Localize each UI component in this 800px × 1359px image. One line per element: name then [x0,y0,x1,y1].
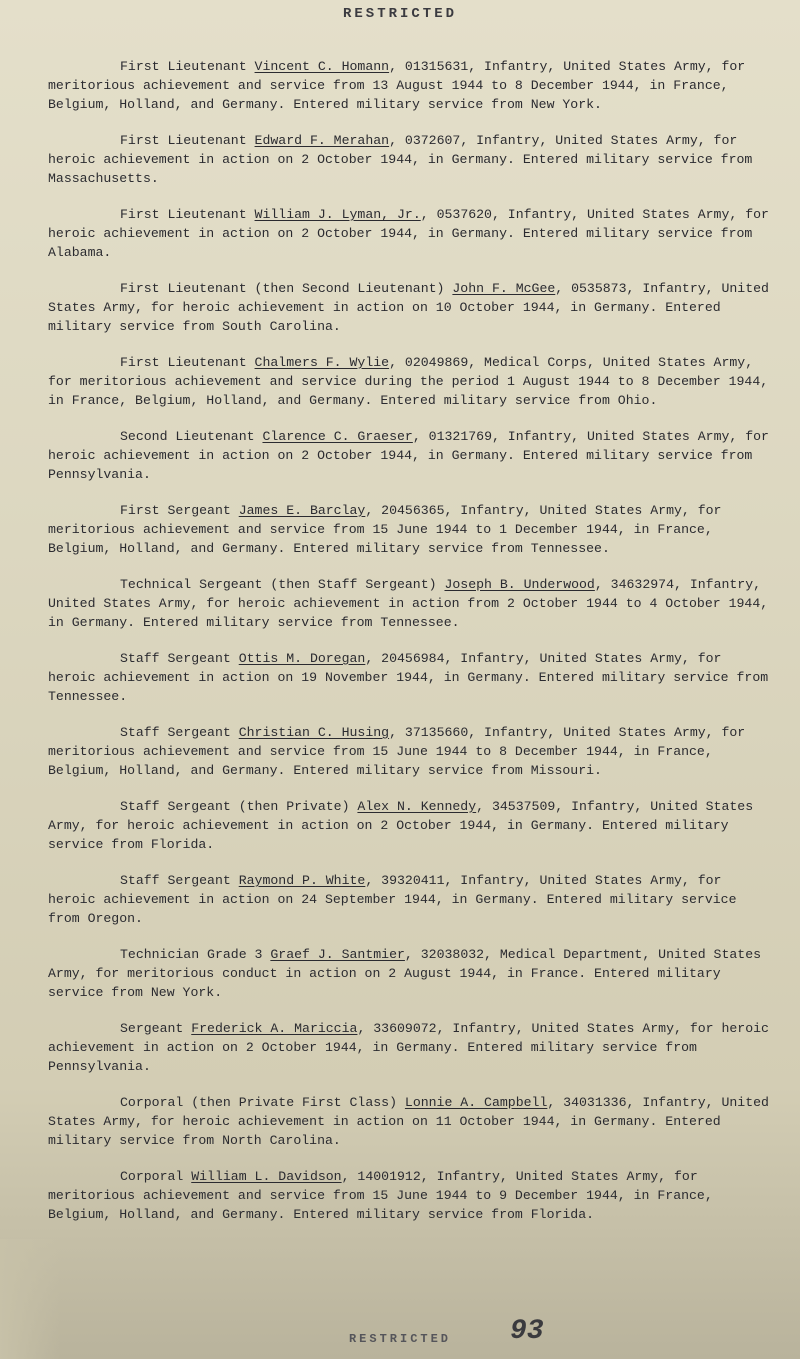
entry-rank: First Lieutenant (then Second Lieutenant) [120,281,445,297]
entry-name: Ottis M. Doregan [238,651,366,667]
entry-name: Christian C. Husing [238,725,390,741]
citation-entry [48,649,770,706]
citation-entry [48,1019,770,1076]
security-marking-bottom: RESTRICTED [348,1332,451,1346]
entry-rank: First Lieutenant [120,59,247,75]
entry-rank: Staff Sergeant [120,873,231,889]
entry-text: , 20456365, Infantry, United States Army, for meritorious achievement and service from 15 June 1944 to 1 December 1944, in France, Belgium, Holland, and Germany. Entered military service from Tennessee. [48,503,722,557]
citation-entry [48,427,770,484]
citation-entry [48,797,770,854]
entry-text: , 34031336, Infantry, United States Army, for heroic achievement in action on 11 October 1944, in Germany. Entered military service from North Carolina. [48,1095,769,1149]
entry-text: , 0372607, Infantry, United States Army, for heroic achievement in action on 2 October 1944, in Germany. Entered military service from Massachusetts. [48,133,753,187]
entry-rank: Staff Sergeant (then Private) [120,799,350,815]
entry-name: William J. Lyman, Jr. [254,207,421,223]
entry-name: Alex N. Kennedy [357,799,477,815]
entry-rank: First Lieutenant [120,207,247,223]
entry-name: Vincent C. Homann [254,59,390,75]
citation-entry [48,1167,770,1224]
entry-rank: First Sergeant [120,503,231,519]
entry-rank: Corporal [120,1169,184,1185]
page-edge-shadow [0,1239,60,1359]
entry-rank: Sergeant [120,1021,184,1037]
page-number: 93 [510,1316,544,1347]
entry-rank: Technical Sergeant (then Staff Sergeant) [120,577,437,593]
entry-name: Frederick A. Mariccia [191,1021,358,1037]
entry-text: , 0537620, Infantry, United States Army, for heroic achievement in action on 2 October 1944, in Germany. Entered military service from Alabama. [48,207,769,261]
entry-text: , 0535873, Infantry, United States Army, for heroic achievement in action on 10 October 1944, in Germany. Entered military service from South Carolina. [48,281,769,335]
citation-entry [48,723,770,780]
entry-rank: Second Lieutenant [120,429,255,445]
citation-entry [48,945,770,1002]
citation-entry [48,57,770,114]
citation-entry [48,501,770,558]
entry-name: Chalmers F. Wylie [254,355,390,371]
citation-entry [48,575,770,632]
entry-text: , 01315631, Infantry, United States Army, for meritorious achievement and service from 13 August 1944 to 8 December 1944, in France, Belgium, Holland, and Germany. Entered military service from New York. [48,59,746,113]
entry-rank: Technician Grade 3 [120,947,263,963]
citation-entry [48,205,770,262]
entry-name: William L. Davidson [191,1169,342,1185]
citation-list [48,44,770,1241]
entry-name: Edward F. Merahan [254,133,390,149]
entry-text: , 33609072, Infantry, United States Army, for heroic achievement in action on 2 October 1944, in Germany. Entered military service from Pennsylvania. [48,1021,769,1075]
entry-name: Graef J. Santmier [270,947,405,963]
entry-text: , 32038032, Medical Department, United States Army, for meritorious conduct in action on 2 August 1944, in France. Entered military service from New York. [48,947,762,1001]
citation-entry [48,131,770,188]
entry-text: , 20456984, Infantry, United States Army, for heroic achievement in action on 19 November 1944, in Germany. Entered military service from Tennessee. [48,651,769,705]
entry-rank: First Lieutenant [120,355,247,371]
security-marking-top: RESTRICTED [342,6,457,22]
entry-text: , 34632974, Infantry, United States Army, for heroic achievement in action from 2 October 1944 to 4 October 1944, in Germany. Entered military service from Tennessee. [48,577,769,631]
entry-rank: Corporal (then Private First Class) [120,1095,397,1111]
citation-entry [48,353,770,410]
entry-text: , 39320411, Infantry, United States Army, for heroic achievement in action on 24 September 1944, in Germany. Entered military service from Oregon. [48,873,737,927]
entry-text: , 34537509, Infantry, United States Army, for heroic achievement in action on 2 October 1944, in Germany. Entered military service from Florida. [48,799,754,853]
entry-text: , 14001912, Infantry, United States Army, for meritorious achievement and service from 15 June 1944 to 9 December 1944, in France, Belgium, Holland, and Germany. Entered military service from Florida. [48,1169,713,1223]
entry-name: John F. McGee [452,281,556,297]
entry-rank: Staff Sergeant [120,651,231,667]
entry-text: , 37135660, Infantry, United States Army, for meritorious achievement and service from 15 June 1944 to 8 December 1944, in France, Belgium, Holland, and Germany. Entered military service from Missouri. [48,725,746,779]
entry-name: Lonnie A. Campbell [404,1095,548,1111]
citation-entry [48,279,770,336]
entry-name: Joseph B. Underwood [444,577,595,593]
entry-name: Clarence C. Graeser [262,429,413,445]
entry-rank: Staff Sergeant [120,725,231,741]
entry-name: James E. Barclay [238,503,366,519]
citation-entry [48,871,770,928]
entry-name: Raymond P. White [238,873,366,889]
entry-text: , 01321769, Infantry, United States Army, for heroic achievement in action on 2 October 1944, in Germany. Entered military service from Pennsylvania. [48,429,769,483]
entry-rank: First Lieutenant [120,133,247,149]
citation-entry [48,1093,770,1150]
entry-text: , 02049869, Medical Corps, United States Army, for meritorious achievement and service during the period 1 August 1944 to 8 December 1944, in France, Belgium, Holland, and Germany. Entered military service from Ohio. [48,355,769,409]
